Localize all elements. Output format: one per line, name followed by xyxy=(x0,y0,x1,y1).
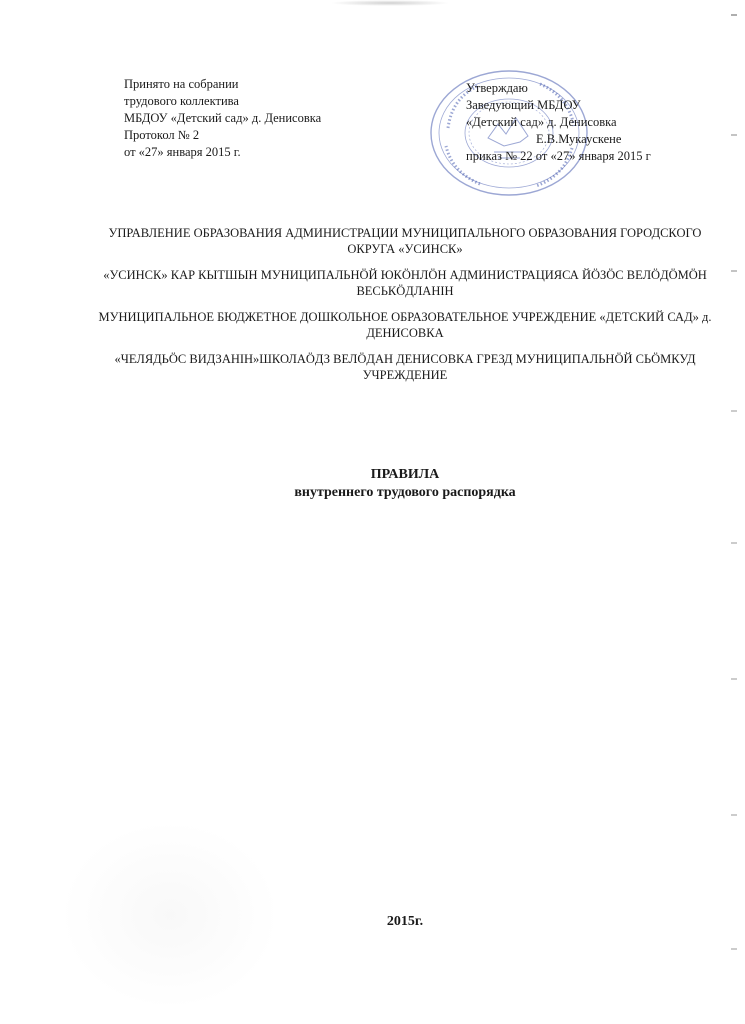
title-main: ПРАВИЛА xyxy=(370,467,440,482)
approval-left-line: Протокол № 2 xyxy=(124,128,200,142)
approval-left-line: от «27» января 2015 г. xyxy=(124,145,241,159)
org-heading-3: МУНИЦИПАЛЬНОЕ БЮДЖЕТНОЕ ДОШКОЛЬНОЕ ОБРАЗОВАТЕЛЬНОЕ УЧРЕЖДЕНИЕ «ДЕТСКИЙ САД» д. ДЕНИСОВКА xyxy=(98,310,712,340)
title-sub: внутреннего трудового распорядка xyxy=(294,485,516,500)
approval-left-line: МБДОУ «Детский сад» д. Денисовка xyxy=(124,111,322,125)
approval-right-line: приказ № 22 от «27» января 2015 г xyxy=(466,149,651,163)
org-heading-1: УПРАВЛЕНИЕ ОБРАЗОВАНИЯ АДМИНИСТРАЦИИ МУНИЦИПАЛЬНОГО ОБРАЗОВАНИЯ ГОРОДСКОГО ОКРУГА «УСИНСК» xyxy=(108,226,702,256)
scan-edge-mark xyxy=(730,132,738,138)
scan-edge-mark xyxy=(730,676,738,682)
approval-right-line: Заведующий МБДОУ xyxy=(466,98,581,112)
approval-right-line: «Детский сад» д. Денисовка xyxy=(466,115,617,129)
scan-edge-mark xyxy=(730,408,738,414)
org-heading-4: «ЧЕЛЯДЬӦС ВИДЗАНІН»ШКОЛАӦДЗ ВЕЛӦДАН ДЕНИСОВКА ГРЕЗД МУНИЦИПАЛЬНӦЙ СЬӦМКУД УЧРЕЖДЕНИЕ xyxy=(114,352,696,382)
scan-edge-mark xyxy=(730,12,738,18)
scan-edge-mark xyxy=(730,268,738,274)
approval-right-line: Утверждаю xyxy=(466,81,528,95)
scan-smudge xyxy=(330,0,450,6)
scan-edge-mark xyxy=(730,946,738,952)
scan-edge-mark xyxy=(730,540,738,546)
document-year: 2015г. xyxy=(386,914,424,929)
approval-right xyxy=(466,80,706,165)
document-title xyxy=(90,466,720,502)
scan-edge-mark xyxy=(730,812,738,818)
approval-left-line: Принято на собрании xyxy=(124,77,239,91)
approval-right-signatory: Е.В.Мукаускене xyxy=(536,132,622,146)
org-heading-2: «УСИНСК» КАР КЫТШЫН МУНИЦИПАЛЬНӦЙ ЮКӦНЛӦН АДМИНИСТРАЦИЯСА ЙӦЗӦС ВЕЛӦДӦМӦН ВЕСЬКӦДЛАНІН xyxy=(103,268,707,298)
approval-left-line: трудового коллектива xyxy=(124,94,239,108)
approval-left xyxy=(124,76,321,161)
